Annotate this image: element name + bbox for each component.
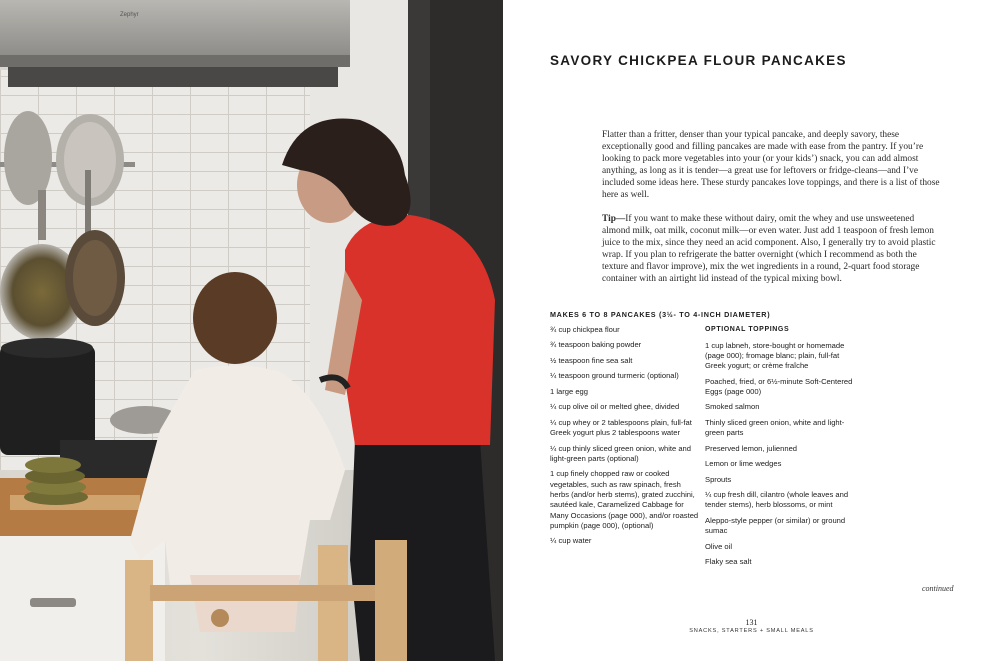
tip-label: Tip— (602, 214, 626, 224)
ingredient-item: 1 cup finely chopped raw or cooked vegetables, such as raw spinach, fresh herbs (and/or herb stems), grated zucchini, sautéed kale, Caramelized Cabbage for Many Occasions (page 000), and/or roasted pumpkin (page 000), (optional) (550, 469, 699, 530)
ingredient-item: 1 large egg (550, 386, 588, 396)
topping-item: Flaky sea salt (705, 557, 752, 567)
recipe-page (503, 0, 1000, 661)
recipe-tip (602, 213, 942, 286)
recipe-intro: Flatter than a fritter, denser than your typical pancake, and deeply savory, these exceptionally good and filling pancakes are made with ease from the pantry. If you’re looking to pack more vegetables into your (or your kids’) snack, you can add almost anything, as long as it is tender—a great use for leftovers or fridge-cleans—and I’ve included some ideas here. These sturdy pancakes love toppings, and there is a list of those here as well. (602, 130, 940, 201)
pancake-stack (24, 457, 88, 505)
ingredient-item: ½ teaspoon fine sea salt (550, 355, 633, 365)
topping-item: ¼ cup fresh dill, cilantro (whole leaves and tender stems), herb blossoms, or mint (705, 490, 849, 510)
ingredient-item: ¼ cup thinly sliced green onion, white and light-green parts (optional) (550, 443, 691, 463)
ingredient-item: ¾ cup chickpea flour (550, 325, 620, 334)
ingredient-item: ¼ teaspoon ground turmeric (optional) (550, 371, 679, 381)
topping-item: 1 cup labneh, store-bought or homemade (page 000); fromage blanc; plain, full-fat Greek yogurt; or crème fraîche (705, 340, 845, 371)
hood-brand-logo: Zephyr (120, 12, 139, 18)
topping-item: Sprouts (705, 474, 732, 484)
topping-item: Olive oil (705, 541, 733, 551)
ingredient-item: ¾ teaspoon baking powder (550, 340, 642, 350)
topping-item: Lemon or lime wedges (705, 459, 782, 469)
topping-item: Preserved lemon, julienned (705, 443, 798, 453)
black-pot (0, 338, 95, 455)
tip-text: If you want to make these without dairy, omit the whey and use unsweetened almond milk, oat milk, coconut milk—or even water. Just add 1 teaspoon of fresh lemon juice to the mix, since they need an acid component. Also, I generally try to avoid plastic wrap. If you plan to refrigerate the batter overnight (which I recommend as both the texture and flavor improve), mix the wet ingredients in a round, 2-quart food storage container with an airtight lid instead of the typical mixing bowl. (602, 214, 936, 285)
topping-item: Thinly sliced green onion, white and light-green parts (705, 417, 845, 438)
recipe-title: SAVORY CHICKPEA FLOUR PANCAKES (550, 53, 847, 68)
toppings-list (705, 325, 857, 573)
topping-item: Smoked salmon (705, 402, 760, 412)
ingredient-item: ¼ cup water (550, 536, 592, 546)
continued-note: continued (922, 584, 954, 593)
recipe-yield: MAKES 6 TO 8 PANCAKES (3½- TO 4-INCH DIAMETER) (550, 310, 771, 319)
topping-item: Poached, fried, or 6½-minute Soft-Centered Eggs (page 000) (705, 376, 853, 396)
section-title: SNACKS, STARTERS + SMALL MEALS (689, 628, 814, 634)
page-number: 131 (745, 618, 758, 627)
topping-item: Aleppo-style pepper (or similar) or ground sumac (705, 515, 846, 536)
range-hood (0, 0, 350, 87)
ingredient-item: ¼ cup whey or 2 tablespoons plain, full-fat Greek yogurt plus 2 tablespoons water (550, 417, 692, 438)
ingredient-item: ¼ cup olive oil or melted ghee, divided (550, 402, 680, 412)
toppings-heading: OPTIONAL TOPPINGS (705, 326, 790, 333)
ingredients-list (550, 325, 700, 552)
